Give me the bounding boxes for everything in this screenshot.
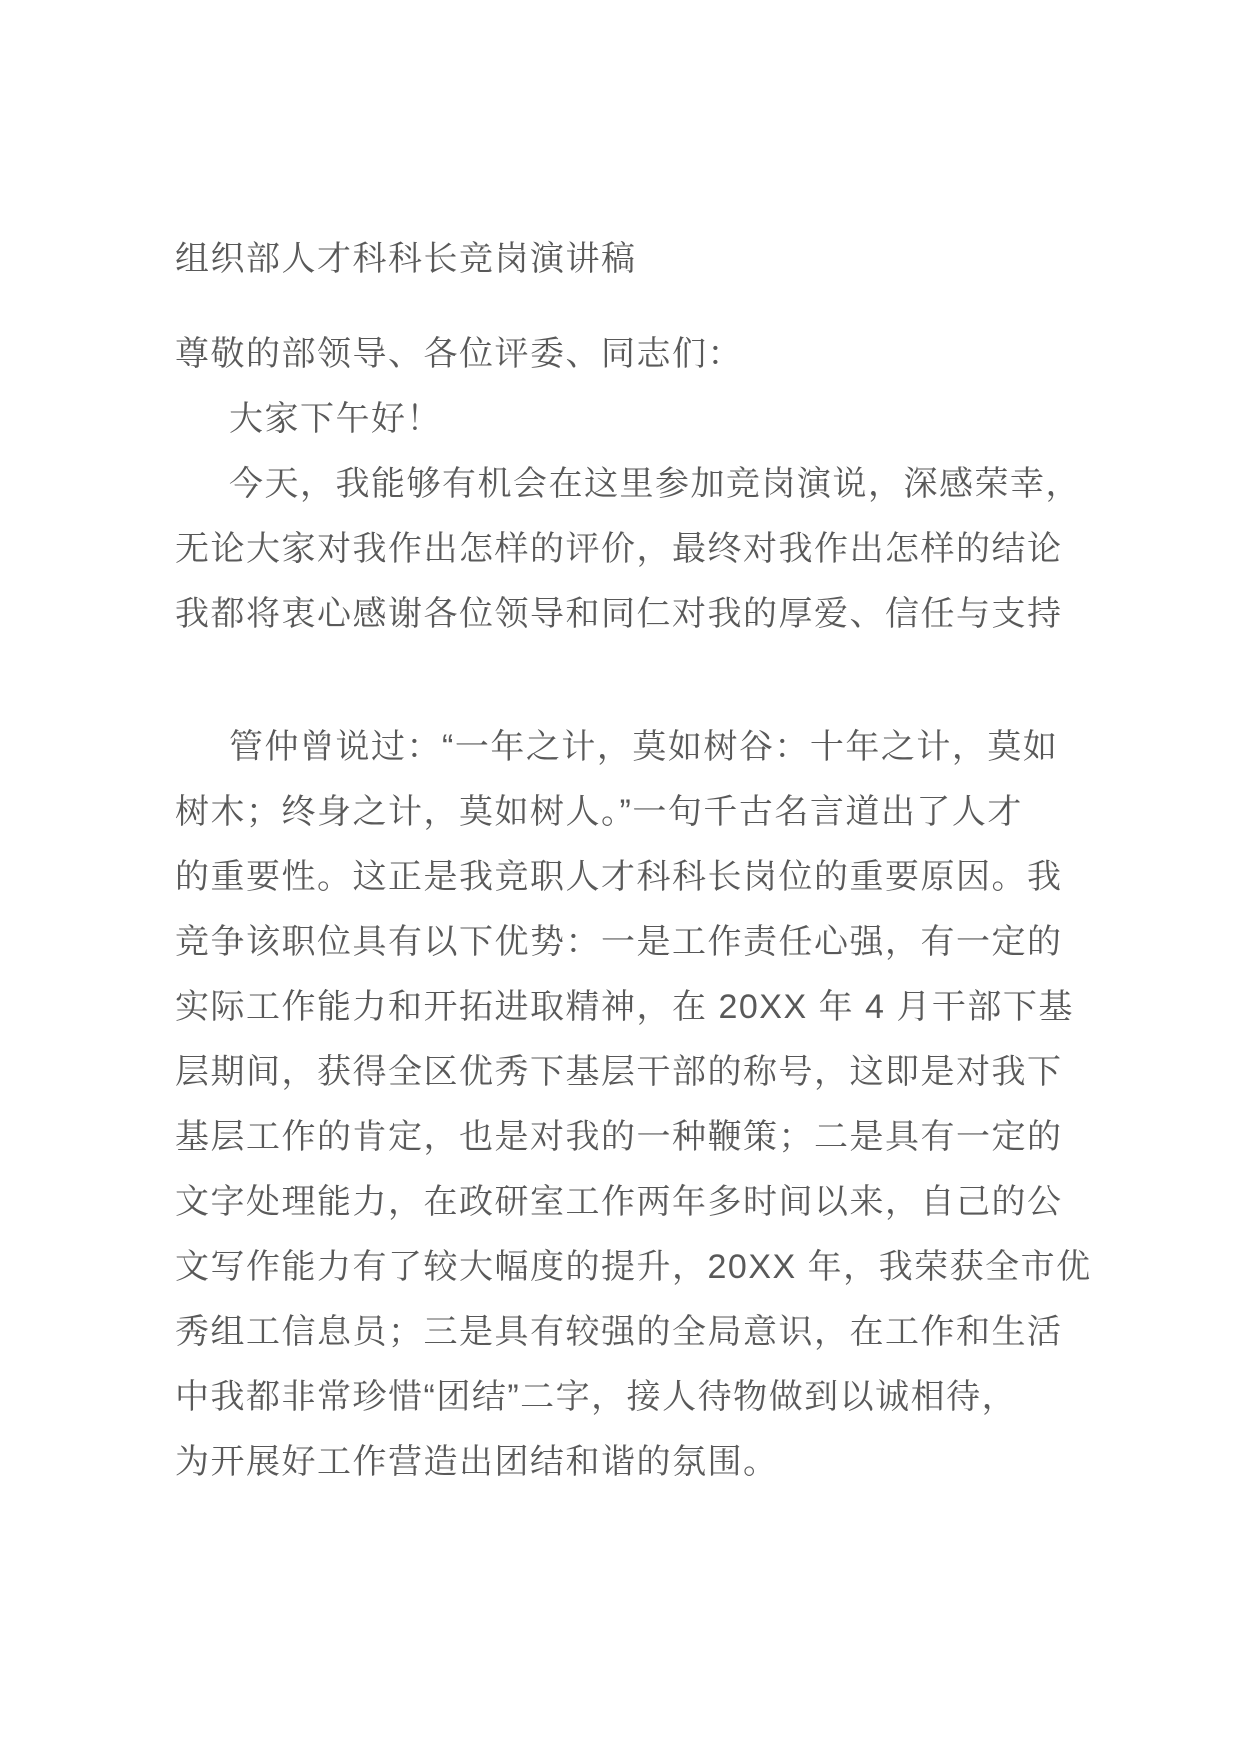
paragraph xyxy=(175,715,1092,1495)
text-line: 树木；终身之计，莫如树人。”一句千古名言道出了人才 xyxy=(175,793,1023,831)
text-line: 基层工作的肯定，也是对我的一种鞭策；二是具有一定的 xyxy=(175,1118,1063,1156)
text-line: 的重要性。这正是我竞职人才科科长岗位的重要原因。我 xyxy=(175,858,1063,896)
text-line: 秀组工信息员；三是具有较强的全局意识，在工作和生活 xyxy=(175,1313,1063,1351)
text-line: 实际工作能力和开拓进取精神，在 20XX 年 4 月干部下基 xyxy=(175,988,1074,1026)
paragraph xyxy=(175,452,1081,647)
text-line: 为开展好工作营造出团结和谐的氛围。 xyxy=(175,1443,779,1481)
text-line: 层期间，获得全区优秀下基层干部的称号，这即是对我下 xyxy=(175,1053,1063,1091)
text-line: 竞争该职位具有以下优势：一是工作责任心强，有一定的 xyxy=(175,923,1063,961)
paragraph xyxy=(175,322,1061,387)
text-line: 中我都非常珍惜“团结”二字，接人待物做到以诚相待， xyxy=(175,1378,1018,1416)
text-line: 尊敬的部领导、各位评委、同志们： xyxy=(175,335,743,373)
paragraph-list xyxy=(175,322,1092,1495)
document-title: 组织部人才科科长竞岗演讲稿 xyxy=(175,240,637,278)
paragraph xyxy=(175,387,1061,452)
document-content xyxy=(175,227,1092,1495)
text-line: 大家下午好！ xyxy=(229,400,442,438)
text-line: 文写作能力有了较大幅度的提升，20XX 年，我荣获全市优 xyxy=(175,1248,1092,1286)
text-line: 管仲曾说过：“一年之计，莫如树谷：十年之计，莫如 xyxy=(229,728,1059,766)
text-line: 今天，我能够有机会在这里参加竞岗演说，深感荣幸， xyxy=(229,465,1081,503)
text-line: 无论大家对我作出怎样的评价，最终对我作出怎样的结论 xyxy=(175,530,1063,568)
text-line: 我都将衷心感谢各位领导和同仁对我的厚爱、信任与支持 xyxy=(175,595,1063,633)
text-line: 文字处理能力，在政研室工作两年多时间以来，自己的公 xyxy=(175,1183,1063,1221)
